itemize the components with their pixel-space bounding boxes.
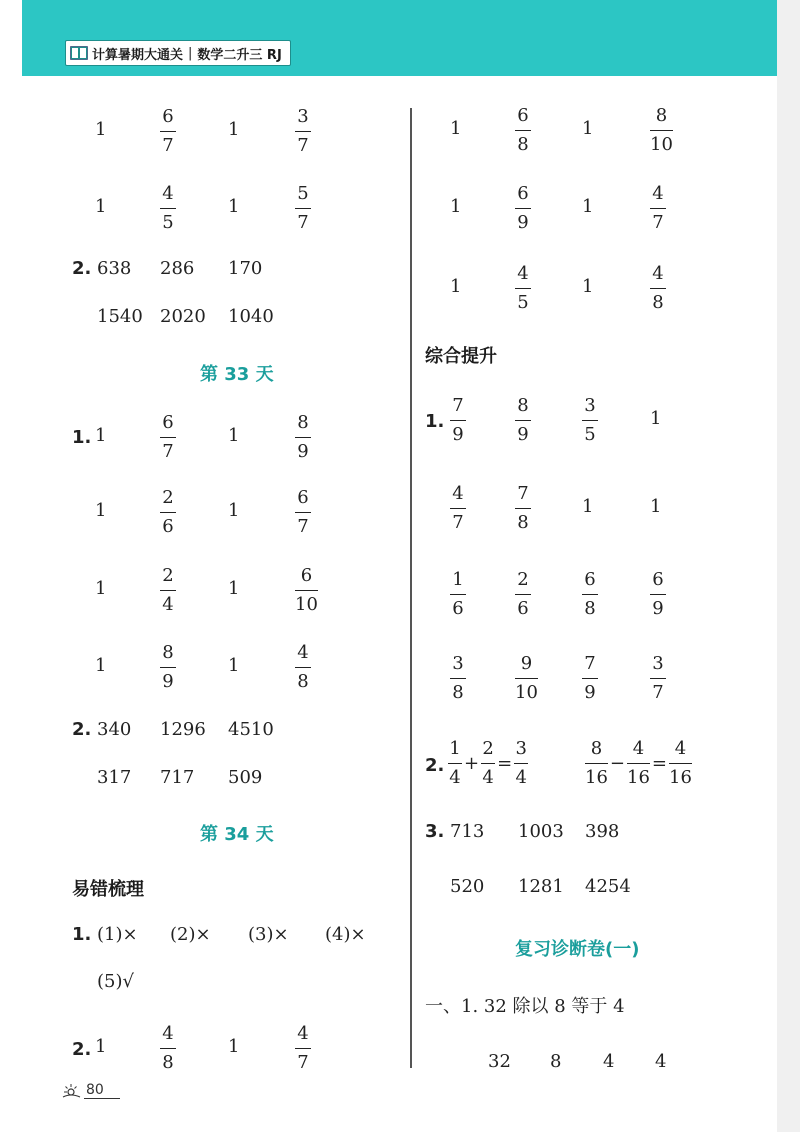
question-label: 3. <box>425 821 445 842</box>
fraction-bar <box>295 1048 311 1049</box>
left-answer-fraction <box>295 183 311 234</box>
answer-number: 398 <box>585 821 620 842</box>
day-33-heading: 第 33 天 <box>200 364 274 385</box>
fraction-bar <box>295 512 311 513</box>
judgement-answer: (5)√ <box>97 971 134 992</box>
numerator: 2 <box>162 487 174 508</box>
denominator: 7 <box>162 135 174 157</box>
left-answer-fraction <box>160 183 176 234</box>
left-answer-fraction <box>160 106 176 157</box>
answer-number: 509 <box>228 767 263 788</box>
day33-answer-fraction <box>160 487 176 538</box>
synthesis-answer-fraction <box>515 483 531 534</box>
synthesis-answer-fraction <box>515 395 531 446</box>
numerator: 4 <box>652 183 664 204</box>
day33-answer-number: 1 <box>228 500 240 521</box>
denominator: 9 <box>517 424 529 446</box>
page-edge <box>777 0 800 1132</box>
sun-icon <box>62 1083 84 1099</box>
numerator: 6 <box>300 565 313 586</box>
answer-number: 4254 <box>585 876 631 897</box>
numerator: 4 <box>297 1023 309 1044</box>
right-answer-number: 1 <box>450 276 462 297</box>
right-answer-fraction <box>515 263 531 314</box>
left-answer-number: 1 <box>95 196 107 217</box>
denominator: 8 <box>297 671 309 693</box>
denominator: 10 <box>295 594 318 616</box>
fraction-bar <box>515 208 531 209</box>
synthesis-answer-number: 1 <box>582 496 594 517</box>
left-answer-number: 1 <box>228 196 240 217</box>
synthesis-answer-fraction <box>582 395 598 446</box>
answer-number: 286 <box>160 258 195 279</box>
denominator: 10 <box>650 134 673 156</box>
day33-answer-fraction <box>160 642 176 693</box>
fraction-bar <box>515 678 538 679</box>
denominator: 4 <box>449 767 461 789</box>
day33-answer-fraction <box>160 565 176 616</box>
day33-answer-number: 1 <box>95 425 107 446</box>
left-answer-number: 1 <box>95 119 107 140</box>
denominator: 9 <box>297 441 309 463</box>
answer-number: 317 <box>97 767 132 788</box>
numerator: 7 <box>517 483 529 504</box>
day33-answer-fraction <box>295 565 318 616</box>
numerator: 4 <box>517 263 529 284</box>
numerator: 6 <box>584 569 596 590</box>
numerator: 4 <box>452 483 464 504</box>
numerator: 2 <box>517 569 529 590</box>
book-title: 计算暑期大通关 <box>92 47 184 63</box>
fraction-bar <box>295 208 311 209</box>
fraction-bar <box>585 763 608 764</box>
fraction-bar <box>650 678 666 679</box>
synthesis-answer-number: 1 <box>650 408 662 429</box>
fraction-bar <box>160 208 176 209</box>
fraction-bar <box>669 763 692 764</box>
numerator: 5 <box>297 183 309 204</box>
numerator: 2 <box>482 738 494 759</box>
page-number: 80 <box>84 1082 120 1099</box>
book-subtitle: 数学二升三 RJ <box>197 47 282 63</box>
synthesis-answer-fraction <box>450 569 466 620</box>
answer-number: 4 <box>603 1051 615 1072</box>
fraction <box>669 738 692 789</box>
right-answer-fraction <box>650 105 673 156</box>
fraction-bar <box>160 590 176 591</box>
fraction-bar <box>515 508 531 509</box>
question-label: 2. <box>425 755 445 776</box>
fraction-bar <box>582 678 598 679</box>
synthesis-answer-fraction <box>450 653 466 704</box>
answer-number: 4510 <box>228 719 274 740</box>
answer-number: 1540 <box>97 306 143 327</box>
answer-number: 32 <box>488 1051 511 1072</box>
synthesis-heading: 综合提升 <box>425 346 497 367</box>
left-answer-number: 1 <box>228 119 240 140</box>
numerator: 3 <box>584 395 596 416</box>
denominator: 5 <box>162 212 174 234</box>
denominator: 9 <box>517 212 529 234</box>
denominator: 8 <box>517 134 529 156</box>
book-icon <box>70 46 88 60</box>
synthesis-answer-fraction <box>515 653 538 704</box>
answer-number: 340 <box>97 719 132 740</box>
fraction-bar <box>515 594 531 595</box>
numerator: 4 <box>162 1023 174 1044</box>
denominator: 9 <box>652 598 664 620</box>
question-label: 1. <box>72 427 92 448</box>
answer-number: 638 <box>97 258 132 279</box>
day-34-heading: 第 34 天 <box>200 824 274 845</box>
denominator: 9 <box>452 424 464 446</box>
column-divider <box>410 108 412 1068</box>
fraction-bar <box>450 508 466 509</box>
fraction-bar <box>450 678 466 679</box>
fraction-bar <box>650 594 666 595</box>
numerator: 8 <box>162 642 174 663</box>
operator: + <box>464 753 480 775</box>
fraction-bar <box>295 667 311 668</box>
answer-number: 1281 <box>518 876 564 897</box>
fraction-bar <box>650 208 666 209</box>
answer-number: 717 <box>160 767 195 788</box>
numerator: 6 <box>297 487 309 508</box>
title-separator: | <box>188 45 193 61</box>
operator: − <box>609 753 625 775</box>
fraction <box>448 738 462 789</box>
answer-number: 4 <box>655 1051 667 1072</box>
question-label: 2. <box>72 719 92 740</box>
numerator: 6 <box>162 412 174 433</box>
denominator: 7 <box>297 212 309 234</box>
day33-answer-number: 1 <box>95 655 107 676</box>
fraction-bar <box>481 763 495 764</box>
denominator: 4 <box>162 594 174 616</box>
answer-number: 1003 <box>518 821 564 842</box>
denominator: 7 <box>652 212 664 234</box>
numerator: 7 <box>452 395 464 416</box>
synthesis-answer-fraction <box>650 653 666 704</box>
synthesis-answer-fraction <box>515 569 531 620</box>
denominator: 7 <box>452 512 464 534</box>
numerator: 6 <box>162 106 174 127</box>
synthesis-answer-fraction <box>582 569 598 620</box>
judgement-answer: (2)× <box>170 924 211 945</box>
denominator: 7 <box>297 135 309 157</box>
right-answer-number: 1 <box>450 118 462 139</box>
left-answer-fraction <box>295 1023 311 1074</box>
day33-answer-fraction <box>160 412 176 463</box>
day33-answer-fraction <box>295 487 311 538</box>
judgement-answer: (4)× <box>325 924 366 945</box>
synthesis-answer-number: 1 <box>650 496 662 517</box>
review-question: 一、1. 32 除以 8 等于 4 <box>425 996 625 1017</box>
right-answer-fraction <box>515 105 531 156</box>
fraction-bar <box>582 594 598 595</box>
denominator: 5 <box>517 292 529 314</box>
fraction <box>627 738 650 789</box>
numerator: 4 <box>297 642 309 663</box>
denominator: 16 <box>627 767 650 789</box>
day33-answer-number: 1 <box>95 500 107 521</box>
right-answer-fraction <box>515 183 531 234</box>
right-answer-number: 1 <box>582 118 594 139</box>
numerator: 8 <box>590 738 603 759</box>
numerator: 3 <box>297 106 309 127</box>
denominator: 7 <box>297 1052 309 1074</box>
synthesis-answer-fraction <box>450 483 466 534</box>
answer-number: 2020 <box>160 306 206 327</box>
right-answer-fraction <box>650 183 666 234</box>
denominator: 16 <box>669 767 692 789</box>
left-answer-fraction <box>160 1023 176 1074</box>
answer-number: 1296 <box>160 719 206 740</box>
mistakes-heading: 易错梳理 <box>72 879 144 900</box>
synthesis-answer-fraction <box>582 653 598 704</box>
denominator: 8 <box>584 598 596 620</box>
book-title-label <box>65 40 291 66</box>
denominator: 7 <box>652 682 664 704</box>
fraction-bar <box>650 130 673 131</box>
denominator: 9 <box>584 682 596 704</box>
fraction-bar <box>627 763 650 764</box>
fraction-bar <box>160 512 176 513</box>
numerator: 8 <box>655 105 668 126</box>
question-label: 2. <box>72 1039 92 1060</box>
fraction-bar <box>515 420 531 421</box>
denominator: 4 <box>515 767 527 789</box>
denominator: 10 <box>515 682 538 704</box>
numerator: 8 <box>297 412 309 433</box>
numerator: 4 <box>674 738 687 759</box>
day33-answer-number: 1 <box>228 578 240 599</box>
fraction-bar <box>448 763 462 764</box>
denominator: 6 <box>452 598 464 620</box>
answer-number: 713 <box>450 821 485 842</box>
equation-subtraction <box>585 738 692 789</box>
denominator: 8 <box>652 292 664 314</box>
operator: = <box>497 753 513 775</box>
denominator: 6 <box>162 516 174 538</box>
fraction-bar <box>515 130 531 131</box>
numerator: 3 <box>652 653 664 674</box>
fraction-bar <box>160 437 176 438</box>
synthesis-answer-fraction <box>450 395 466 446</box>
numerator: 4 <box>162 183 174 204</box>
denominator: 16 <box>585 767 608 789</box>
denominator: 8 <box>517 512 529 534</box>
right-answer-fraction <box>650 263 666 314</box>
page-footer <box>62 1082 120 1099</box>
denominator: 7 <box>162 441 174 463</box>
review-test-heading: 复习诊断卷(一) <box>515 939 640 960</box>
right-answer-number: 1 <box>450 196 462 217</box>
judgement-answer: (3)× <box>248 924 289 945</box>
numerator: 3 <box>452 653 464 674</box>
day33-answer-fraction <box>295 412 311 463</box>
answer-number: 520 <box>450 876 485 897</box>
fraction <box>481 738 495 789</box>
fraction-bar <box>295 437 311 438</box>
operator: = <box>651 753 667 775</box>
day33-answer-fraction <box>295 642 311 693</box>
numerator: 7 <box>584 653 596 674</box>
numerator: 6 <box>517 183 529 204</box>
question-label: 2. <box>72 258 92 279</box>
judgement-answer: (1)× <box>97 924 138 945</box>
numerator: 9 <box>520 653 533 674</box>
fraction-bar <box>450 420 466 421</box>
fraction-bar <box>650 288 666 289</box>
numerator: 4 <box>632 738 645 759</box>
right-answer-number: 1 <box>582 196 594 217</box>
fraction-bar <box>515 288 531 289</box>
denominator: 9 <box>162 671 174 693</box>
fraction-bar <box>582 420 598 421</box>
numerator: 6 <box>517 105 529 126</box>
denominator: 8 <box>452 682 464 704</box>
answer-number: 170 <box>228 258 263 279</box>
left-answer-fraction <box>295 106 311 157</box>
numerator: 2 <box>162 565 174 586</box>
fraction-bar <box>160 667 176 668</box>
denominator: 6 <box>517 598 529 620</box>
left-answer-number: 1 <box>228 1036 240 1057</box>
fraction-bar <box>514 763 528 764</box>
numerator: 1 <box>452 569 464 590</box>
denominator: 4 <box>482 767 494 789</box>
numerator: 3 <box>515 738 527 759</box>
synthesis-answer-fraction <box>650 569 666 620</box>
day33-answer-number: 1 <box>228 425 240 446</box>
question-label: 1. <box>72 924 92 945</box>
numerator: 4 <box>652 263 664 284</box>
fraction-bar <box>295 590 318 591</box>
numerator: 1 <box>449 738 461 759</box>
left-answer-number: 1 <box>95 1036 107 1057</box>
question-label: 1. <box>425 411 445 432</box>
right-answer-number: 1 <box>582 276 594 297</box>
numerator: 8 <box>517 395 529 416</box>
day33-answer-number: 1 <box>228 655 240 676</box>
numerator: 6 <box>652 569 664 590</box>
fraction-bar <box>160 1048 176 1049</box>
fraction <box>585 738 608 789</box>
fraction-bar <box>450 594 466 595</box>
denominator: 8 <box>162 1052 174 1074</box>
day33-answer-number: 1 <box>95 578 107 599</box>
fraction-bar <box>295 131 311 132</box>
denominator: 5 <box>584 424 596 446</box>
answer-number: 8 <box>550 1051 562 1072</box>
equation-addition <box>448 738 528 789</box>
fraction <box>514 738 528 789</box>
answer-number: 1040 <box>228 306 274 327</box>
fraction-bar <box>160 131 176 132</box>
denominator: 7 <box>297 516 309 538</box>
